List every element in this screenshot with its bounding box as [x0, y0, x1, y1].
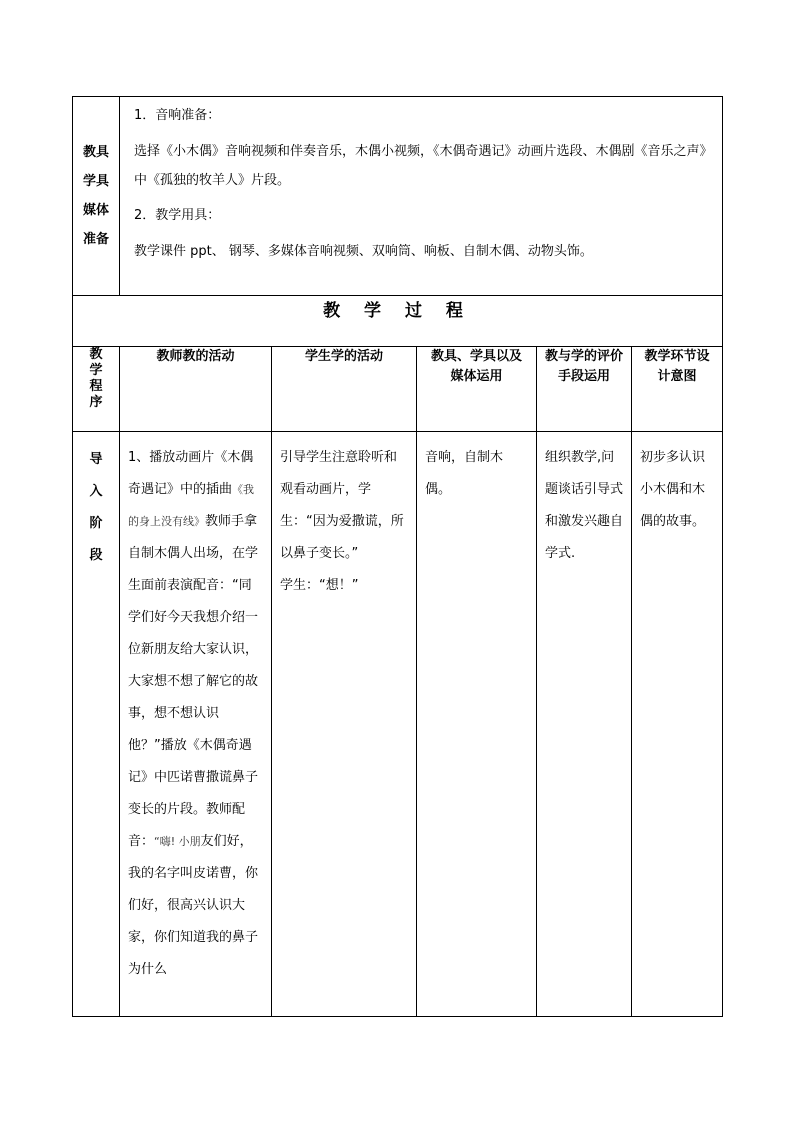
prep-label: 教具 学具 媒体 准备 — [73, 97, 120, 296]
header-program: 教 学 程 序 — [73, 347, 120, 432]
evaluation-method: 组织教学,问题谈话引导式和激发兴趣自学式. — [537, 432, 632, 1017]
teacher-activity — [120, 432, 272, 1017]
student-text-1: 引导学生注意聆听和观看动画片，学生：“因为爱撒谎，所以鼻子变长。” — [280, 450, 404, 561]
lesson-plan-table — [72, 96, 723, 1017]
prep-content — [120, 97, 723, 296]
student-text-2: 学生：“想！” — [280, 578, 359, 593]
process-title: 教 学 过 程 — [73, 296, 723, 347]
teacher-text-3: 友们好，我的名字叫皮诺曹，你们好，很高兴认识大家，你们知道我的鼻子为什么 — [128, 834, 259, 977]
header-intent: 教学环节设计意图 — [632, 347, 723, 432]
teacher-text-2: 教师手拿自制木偶人出场，在学生面前表演配音：“同学们好今天我想介绍一位新朋友给大家认识，大家想不想了解它的故事，想不想认识他？”播放《木偶奇遇记》中匹诺曹撒谎鼻子变长的片段。教师配音： — [128, 514, 259, 849]
teacher-text-1: 1、播放动画片《木偶奇遇记》中的插曲 — [128, 450, 254, 497]
teacher-quote: “嗨! 小朋 — [154, 835, 201, 848]
prep-item1-title: 1．音响准备： — [134, 108, 221, 123]
stage-row — [73, 432, 723, 1017]
header-teacher: 教师教的活动 — [120, 347, 272, 432]
design-intent: 初步多认识小木偶和木偶的故事。 — [632, 432, 723, 1017]
stage-name: 导 入 阶 段 — [73, 432, 120, 1017]
header-row — [73, 347, 723, 432]
prep-item1-body: 选择《小木偶》音响视频和伴奏音乐，木偶小视频，《木偶奇遇记》动画片选段、木偶剧《音乐之声》中《孤独的牧羊人》片段。 — [134, 144, 707, 188]
header-media: 教具、学具以及媒体运用 — [417, 347, 537, 432]
media-usage: 音响，自制木偶。 — [417, 432, 537, 1017]
teacher-song: 《我的身上没有线》 — [128, 483, 255, 528]
header-evaluation: 教与学的评价手段运用 — [537, 347, 632, 432]
prep-row — [73, 97, 723, 296]
prep-item2-body: 教学课件 ppt、 钢琴、多媒体音响视频、双响筒、响板、自制木偶、动物头饰。 — [134, 244, 593, 259]
process-title-row — [73, 296, 723, 347]
student-activity — [272, 432, 417, 1017]
header-student: 学生学的活动 — [272, 347, 417, 432]
prep-item2-title: 2．教学用具： — [134, 208, 221, 223]
